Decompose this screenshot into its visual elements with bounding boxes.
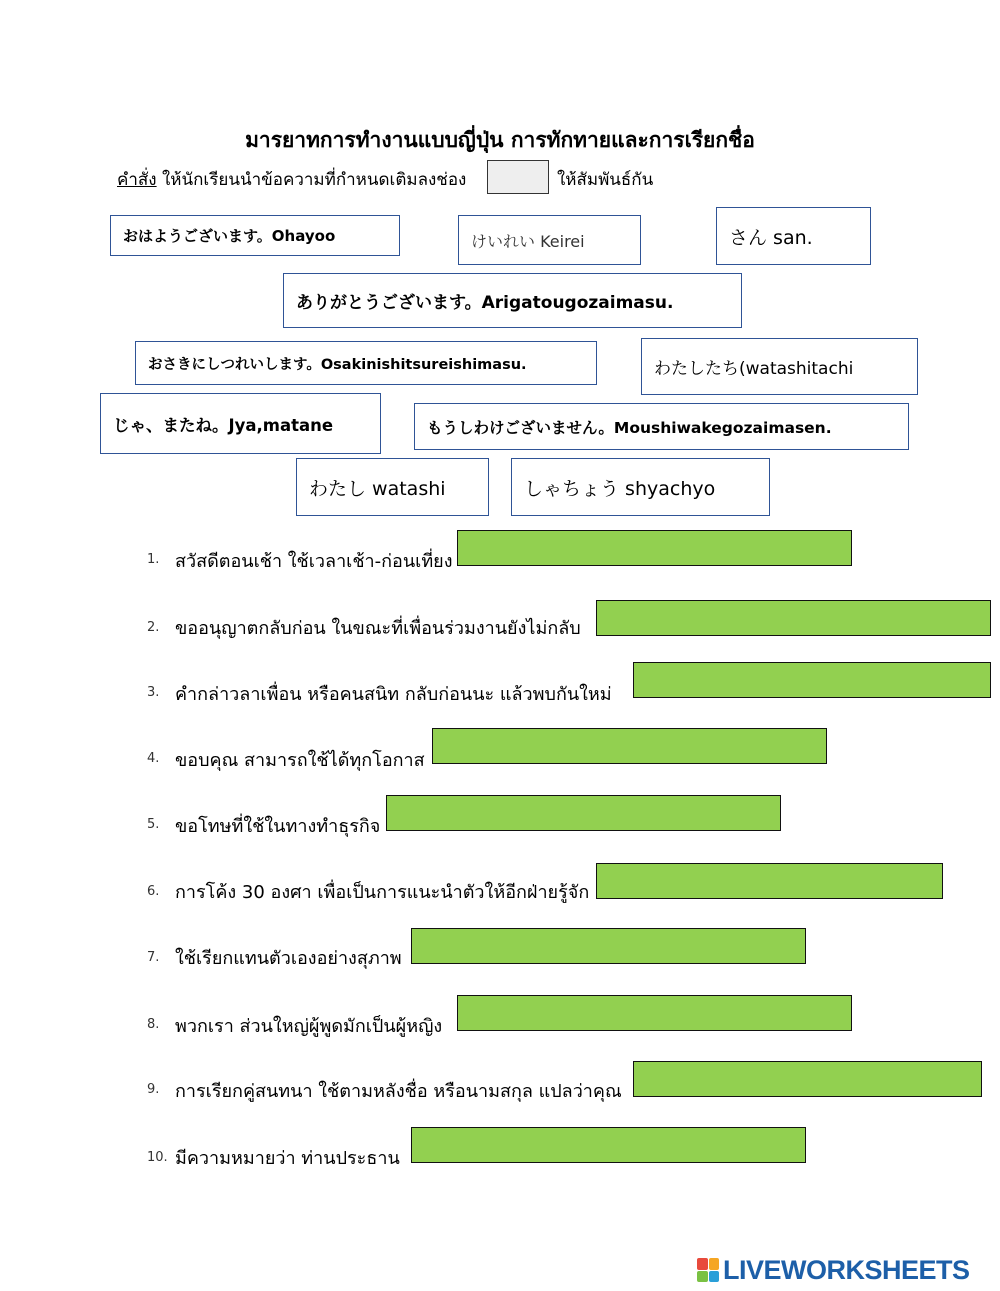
- word-chip-keirei[interactable]: けいれい Keirei: [458, 215, 641, 265]
- question-number: 2.: [147, 620, 160, 635]
- answer-box-5[interactable]: [386, 795, 781, 831]
- answer-box-4[interactable]: [432, 728, 827, 764]
- worksheet-title: มารยาทการทำงานแบบญี่ปุ่น การทักทายและการเรียกชื่อ: [245, 128, 755, 152]
- question-number: 9.: [147, 1082, 160, 1097]
- question-number: 8.: [147, 1017, 160, 1032]
- word-chip-moushiwake[interactable]: もうしわけございません。Moushiwakegozaimasen.: [414, 403, 909, 450]
- question-text: ใช้เรียกแทนตัวเองอย่างสุภาพ: [175, 948, 402, 969]
- liveworksheets-logo-icon: [697, 1258, 719, 1282]
- logo-square-red: [697, 1258, 708, 1270]
- question-text: การโค้ง 30 องศา เพื่อเป็นการแนะนำตัวให้อีกฝ่ายรู้จัก: [175, 882, 590, 903]
- question-number: 3.: [147, 685, 160, 700]
- instruction-text-after: ให้สัมพันธ์กัน: [557, 170, 654, 190]
- word-chip-watashitachi[interactable]: わたしたち(watashitachi: [641, 338, 918, 395]
- answer-box-9[interactable]: [633, 1061, 982, 1097]
- question-text: ขอบคุณ สามารถใช้ได้ทุกโอกาส: [175, 750, 425, 771]
- question-text: การเรียกคู่สนทนา ใช้ตามหลังชื่อ หรือนามสกุล แปลว่าคุณ: [175, 1081, 622, 1102]
- liveworksheets-logo-text: LIVEWORKSHEETS: [723, 1254, 970, 1285]
- question-text: คำกล่าวลาเพื่อน หรือคนสนิท กลับก่อนนะ แล้วพบกันใหม่: [175, 684, 612, 705]
- instruction-label: คำสั่ง: [117, 170, 157, 190]
- instruction-sample-box: [487, 160, 549, 194]
- question-text: มีความหมายว่า ท่านประธาน: [175, 1148, 400, 1169]
- question-number: 5.: [147, 817, 160, 832]
- question-text: ขอโทษที่ใช้ในทางทำธุรกิจ: [175, 816, 381, 837]
- question-number: 4.: [147, 751, 160, 766]
- liveworksheets-logo: [697, 1256, 970, 1284]
- word-chip-watashi[interactable]: わたし watashi: [296, 458, 489, 516]
- answer-box-3[interactable]: [633, 662, 991, 698]
- question-number: 1.: [147, 552, 160, 567]
- answer-box-7[interactable]: [411, 928, 806, 964]
- word-chip-arigatou[interactable]: ありがとうございます。Arigatougozaimasu.: [283, 273, 742, 328]
- question-number: 7.: [147, 950, 160, 965]
- answer-box-8[interactable]: [457, 995, 852, 1031]
- logo-square-blue: [709, 1271, 720, 1283]
- question-text: ขออนุญาตกลับก่อน ในขณะที่เพื่อนร่วมงานยังไม่กลับ: [175, 618, 581, 639]
- question-number: 6.: [147, 884, 160, 899]
- question-text: พวกเรา ส่วนใหญ่ผู้พูดมักเป็นผู้หญิง: [175, 1016, 443, 1037]
- instruction-text: ให้นักเรียนนำข้อความที่กำหนดเติมลงช่อง: [162, 170, 467, 190]
- logo-square-green: [697, 1271, 708, 1283]
- question-text: สวัสดีตอนเช้า ใช้เวลาเช้า-ก่อนเที่ยง: [175, 551, 453, 572]
- answer-box-6[interactable]: [596, 863, 943, 899]
- answer-box-1[interactable]: [457, 530, 852, 566]
- question-number: 10.: [147, 1150, 168, 1165]
- word-chip-osakini[interactable]: おさきにしつれいします。Osakinishitsureishimasu.: [135, 341, 597, 385]
- word-chip-san[interactable]: さん san.: [716, 207, 871, 265]
- word-chip-jyamatane[interactable]: じゃ、またね。Jya,matane: [100, 393, 381, 454]
- word-chip-shyachyo[interactable]: しゃちょう shyachyo: [511, 458, 770, 516]
- answer-box-10[interactable]: [411, 1127, 806, 1163]
- answer-box-2[interactable]: [596, 600, 991, 636]
- word-chip-ohayoo[interactable]: おはようございます。Ohayoo: [110, 215, 400, 256]
- logo-square-orange: [709, 1258, 720, 1270]
